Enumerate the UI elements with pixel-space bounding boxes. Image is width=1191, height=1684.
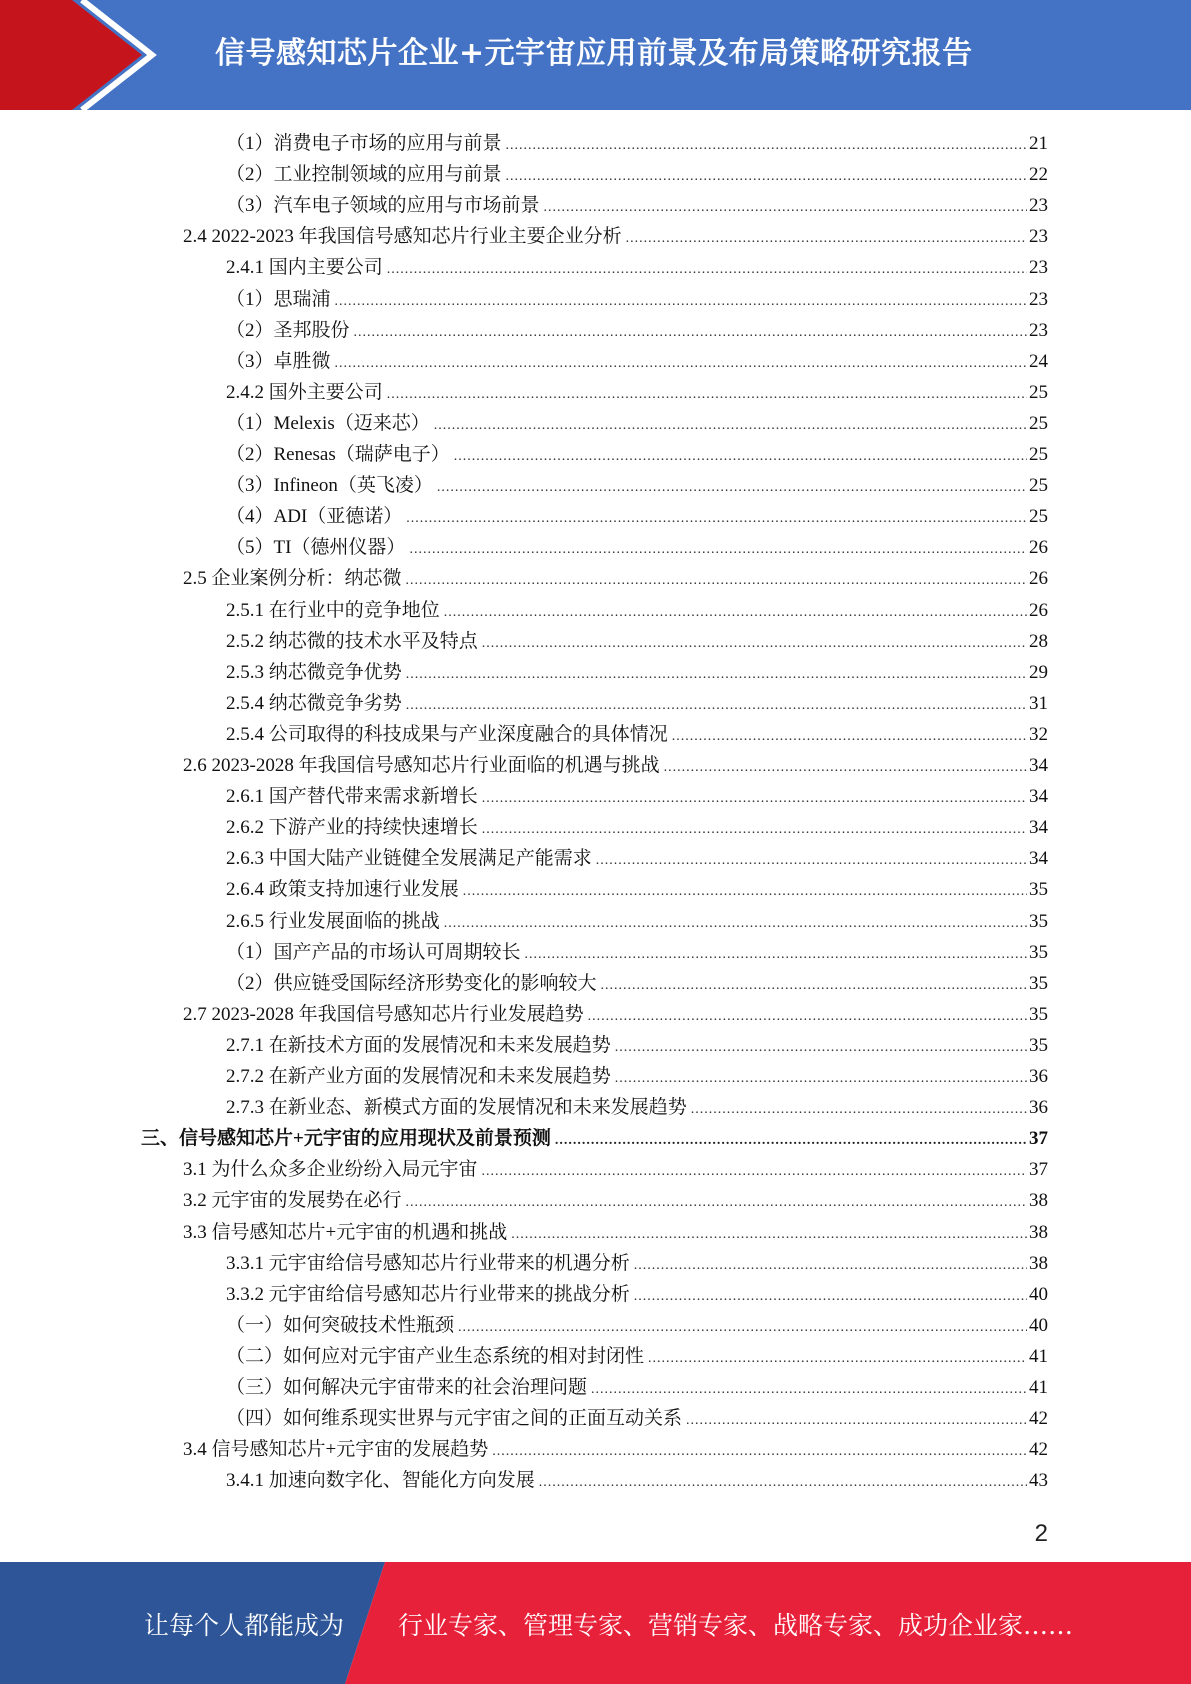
header-chevron-graphic [0,0,160,110]
toc-entry-page: 41 [1029,1346,1048,1367]
toc-entry-label: 2.5 企业案例分析：纳芯微 [183,568,402,589]
page-footer [0,1562,1191,1684]
toc-entry[interactable] [226,719,1048,750]
toc-entry-page: 35 [1029,973,1048,994]
toc-entry[interactable] [226,252,1048,283]
toc-entry-label: 2.7.2 在新产业方面的发展情况和未来发展趋势 [226,1066,611,1087]
toc-entry[interactable] [226,408,1048,439]
toc-entry[interactable] [226,1061,1048,1092]
toc-entry-label: （1）国产产品的市场认可周期较长 [226,942,521,963]
toc-entry-page: 37 [1029,1159,1048,1180]
toc-leader-dots [648,1343,1027,1374]
toc-entry-label: 3.1 为什么众多企业纷纷入局元宇宙 [183,1159,478,1180]
toc-entry-label: 2.4.1 国内主要公司 [226,257,383,278]
toc-entry-page: 34 [1029,755,1048,776]
toc-entry-page: 34 [1029,848,1048,869]
toc-leader-dots [387,254,1027,285]
toc-entry[interactable] [226,1341,1048,1372]
toc-leader-dots [634,1281,1027,1312]
toc-leader-dots [615,1032,1027,1063]
toc-leader-dots [454,441,1027,472]
toc-entry-page: 26 [1029,537,1048,558]
toc-entry[interactable] [226,874,1048,905]
toc-entry[interactable] [226,843,1048,874]
toc-entry-label: （四）如何维系现实世界与元宇宙之间的正面互动关系 [226,1408,683,1429]
toc-entry[interactable] [226,470,1048,501]
toc-entry[interactable] [226,812,1048,843]
toc-leader-dots [409,534,1027,565]
toc-entry-label: （2）Renesas（瑞萨电子） [226,444,450,465]
toc-entry[interactable] [226,937,1048,968]
toc-entry[interactable] [226,1465,1048,1496]
toc-entry[interactable] [226,906,1048,937]
toc-entry[interactable] [226,1030,1048,1061]
toc-entry-page: 24 [1029,351,1048,372]
toc-entry-page: 35 [1029,911,1048,932]
toc-entry-label: 2.7.3 在新业态、新模式方面的发展情况和未来发展趋势 [226,1097,687,1118]
toc-entry-page: 29 [1029,662,1048,683]
toc-entry-label: （5）TI（德州仪器） [226,537,406,558]
toc-leader-dots [539,1467,1027,1498]
toc-leader-dots [601,970,1027,1001]
toc-entry-label: （2）工业控制领域的应用与前景 [226,164,502,185]
toc-entry-label: 2.5.3 纳芯微竞争优势 [226,662,402,683]
toc-entry[interactable] [226,1279,1048,1310]
toc-entry-label: 3.4.1 加速向数字化、智能化方向发展 [226,1470,535,1491]
toc-leader-dots [511,1219,1027,1250]
toc-entry-label: 2.5.4 公司取得的科技成果与产业深度融合的具体情况 [226,724,668,745]
toc-entry-page: 25 [1029,506,1048,527]
toc-leader-dots [437,472,1027,503]
toc-entry-page: 31 [1029,693,1048,714]
toc-leader-dots [492,1436,1027,1467]
toc-entry-page: 32 [1029,724,1048,745]
toc-entry-label: 2.7 2023-2028 年我国信号感知芯片行业发展趋势 [183,1004,584,1025]
toc-entry-page: 34 [1029,786,1048,807]
toc-entry[interactable] [226,128,1048,159]
footer-slogan-right: 行业专家、管理专家、营销专家、战略专家、成功企业家…… [398,1611,1074,1640]
toc-entry-page: 35 [1029,1035,1048,1056]
toc-entry-label: 2.5.4 纳芯微竞争劣势 [226,693,402,714]
toc-entry-label: （3）Infineon（英飞凌） [226,475,433,496]
toc-entry[interactable] [226,781,1048,812]
toc-leader-dots [406,690,1027,721]
toc-entry-page: 25 [1029,444,1048,465]
page-header [0,0,1191,110]
toc-entry[interactable] [226,532,1048,563]
toc-entry-page: 40 [1029,1315,1048,1336]
toc-entry-page: 35 [1029,942,1048,963]
toc-entry-label: （三）如何解决元宇宙带来的社会治理问题 [226,1377,588,1398]
toc-leader-dots [686,1405,1027,1436]
footer-slogan-left: 让每个人都能成为 [144,1611,345,1640]
toc-entry-label: 2.6.2 下游产业的持续快速增长 [226,817,478,838]
toc-entry-label: 3.3 信号感知芯片+元宇宙的机遇和挑战 [183,1222,508,1243]
toc-entry-page: 23 [1029,226,1048,247]
toc-entry-page: 25 [1029,413,1048,434]
toc-leader-dots [506,130,1027,161]
toc-leader-dots [458,1312,1027,1343]
toc-leader-dots [664,752,1027,783]
toc-entry-page: 42 [1029,1439,1048,1460]
toc-entry[interactable] [226,501,1048,532]
toc-entry-page: 35 [1029,879,1048,900]
toc-entry-label: （4）ADI（亚德诺） [226,506,403,527]
toc-leader-dots [482,783,1027,814]
toc-leader-dots [691,1094,1027,1125]
toc-entry-label: 2.6.4 政策支持加速行业发展 [226,879,459,900]
toc-entry[interactable] [226,284,1048,315]
toc-leader-dots [591,1374,1027,1405]
toc-entry-label: 2.6.5 行业发展面临的挑战 [226,911,440,932]
toc-leader-dots [626,223,1027,254]
toc-entry-page: 26 [1029,600,1048,621]
toc-entry-page: 35 [1029,1004,1048,1025]
toc-entry-label: （3）卓胜微 [226,351,331,372]
toc-entry-page: 36 [1029,1066,1048,1087]
toc-entry-page: 23 [1029,257,1048,278]
toc-entry-label: （2）圣邦股份 [226,320,350,341]
toc-entry-label: 2.5.1 在行业中的竞争地位 [226,600,440,621]
toc-entry[interactable] [226,1248,1048,1279]
toc-entry-page: 23 [1029,320,1048,341]
toc-entry-page: 23 [1029,289,1048,310]
toc-entry[interactable] [183,1154,1048,1185]
toc-entry-label: 2.7.1 在新技术方面的发展情况和未来发展趋势 [226,1035,611,1056]
toc-entry-label: （一）如何突破技术性瓶颈 [226,1315,455,1336]
toc-entry-page: 38 [1029,1253,1048,1274]
toc-entry-label: 3.4 信号感知芯片+元宇宙的发展趋势 [183,1439,489,1460]
toc-leader-dots [463,876,1027,907]
toc-entry-label: 2.4.2 国外主要公司 [226,382,383,403]
toc-leader-dots [596,845,1027,876]
toc-entry[interactable] [183,750,1048,781]
toc-entry-label: 2.6 2023-2028 年我国信号感知芯片行业面临的机遇与挑战 [183,755,660,776]
toc-entry-label: 2.4 2022-2023 年我国信号感知芯片行业主要企业分析 [183,226,622,247]
toc-entry-page: 42 [1029,1408,1048,1429]
toc-entry-page: 21 [1029,133,1048,154]
toc-entry-label: 2.5.2 纳芯微的技术水平及特点 [226,631,478,652]
toc-entry[interactable] [226,1310,1048,1341]
toc-entry[interactable] [226,315,1048,346]
toc-leader-dots [387,379,1027,410]
toc-entry-page: 22 [1029,164,1048,185]
toc-leader-dots [482,814,1027,845]
toc-entry[interactable] [226,1372,1048,1403]
toc-entry-label: （2）供应链受国际经济形势变化的影响较大 [226,973,597,994]
toc-entry[interactable] [183,1434,1048,1465]
toc-leader-dots [406,565,1027,596]
toc-entry-page: 41 [1029,1377,1048,1398]
toc-entry-page: 36 [1029,1097,1048,1118]
toc-leader-dots [354,317,1027,348]
toc-leader-dots [482,628,1027,659]
toc-entry-label: 三、信号感知芯片+元宇宙的应用现状及前景预测 [141,1128,551,1149]
toc-leader-dots [544,192,1027,223]
toc-entry[interactable] [183,563,1048,594]
toc-entry[interactable] [183,221,1048,252]
toc-entry-page: 25 [1029,382,1048,403]
toc-leader-dots [634,1250,1027,1281]
toc-leader-dots [525,939,1027,970]
toc-entry[interactable] [141,1123,1048,1154]
report-title: 信号感知芯片企业+元宇宙应用前景及布局策略研究报告 [215,36,973,71]
toc-entry-page: 43 [1029,1470,1048,1491]
toc-entry-page: 38 [1029,1190,1048,1211]
toc-entry[interactable] [226,688,1048,719]
toc-entry[interactable] [226,626,1048,657]
toc-leader-dots [588,1001,1027,1032]
toc-entry-label: （1）思瑞浦 [226,289,331,310]
toc-entry[interactable] [183,1217,1048,1248]
toc-entry-label: 2.6.3 中国大陆产业链健全发展满足产能需求 [226,848,592,869]
toc-entry-label: （3）汽车电子领域的应用与市场前景 [226,195,540,216]
toc-entry[interactable] [226,1092,1048,1123]
toc-entry[interactable] [226,595,1048,626]
toc-leader-dots [506,161,1027,192]
toc-leader-dots [672,721,1027,752]
toc-entry-label: （1）消费电子市场的应用与前景 [226,133,502,154]
toc-entry-label: 3.3.2 元宇宙给信号感知芯片行业带来的挑战分析 [226,1284,630,1305]
toc-entry-page: 37 [1029,1128,1048,1149]
toc-entry[interactable] [226,968,1048,999]
page-number: 2 [1034,1520,1048,1547]
toc-entry-page: 38 [1029,1222,1048,1243]
toc-entry-page: 40 [1029,1284,1048,1305]
toc-entry-label: 2.6.1 国产替代带来需求新增长 [226,786,478,807]
toc-leader-dots [482,1156,1027,1187]
toc-leader-dots [335,348,1027,379]
toc-leader-dots [406,659,1027,690]
toc-entry[interactable] [226,190,1048,221]
toc-entry[interactable] [226,657,1048,688]
toc-entry-label: 3.2 元宇宙的发展势在必行 [183,1190,402,1211]
toc-leader-dots [406,503,1027,534]
toc-entry-page: 34 [1029,817,1048,838]
toc-leader-dots [615,1063,1027,1094]
toc-entry-page: 26 [1029,568,1048,589]
toc-leader-dots [335,286,1027,317]
toc-entry[interactable] [226,377,1048,408]
toc-entry[interactable] [183,1185,1048,1216]
toc-leader-dots [444,908,1027,939]
toc-entry[interactable] [226,1403,1048,1434]
toc-entry-label: （二）如何应对元宇宙产业生态系统的相对封闭性 [226,1346,645,1367]
toc-leader-dots [406,1187,1027,1218]
toc-entry[interactable] [183,999,1048,1030]
toc-entry[interactable] [226,346,1048,377]
toc-leader-dots [434,410,1027,441]
toc-entry[interactable] [226,439,1048,470]
toc-entry-label: 3.3.1 元宇宙给信号感知芯片行业带来的机遇分析 [226,1253,630,1274]
toc-entry-label: （1）Melexis（迈来芯） [226,413,430,434]
toc-entry-page: 23 [1029,195,1048,216]
toc-leader-dots [444,597,1027,628]
toc-entry-page: 25 [1029,475,1048,496]
toc-entry[interactable] [226,159,1048,190]
toc-leader-dots [555,1125,1027,1156]
toc-entry-page: 28 [1029,631,1048,652]
